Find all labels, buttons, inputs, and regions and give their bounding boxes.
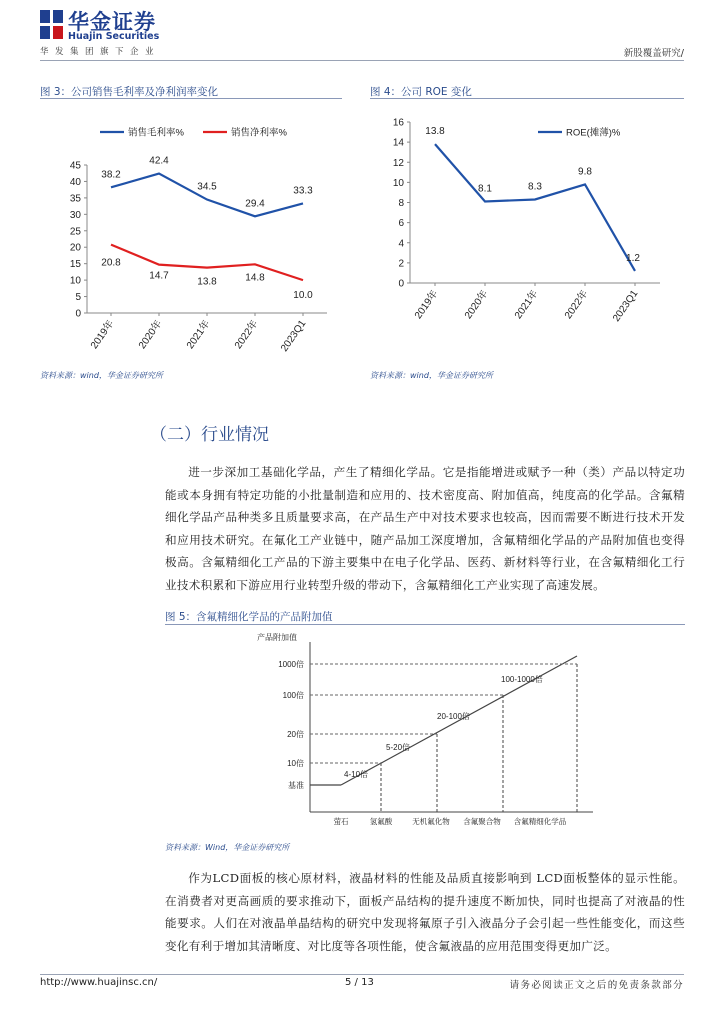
legend-label: 销售毛利率% [128, 127, 184, 139]
data-label: 34.5 [197, 181, 217, 193]
x-tick-label: 2020年 [462, 288, 491, 322]
y-tick-label: 10 [392, 177, 404, 189]
data-label: 1.2 [626, 252, 640, 264]
data-label: 13.8 [425, 126, 445, 138]
y-tick-label: 40 [69, 176, 81, 188]
fig4-rule [370, 98, 684, 99]
y-tick-label: 0 [75, 308, 81, 320]
header-rule [40, 60, 684, 61]
x-tick-label: 2019年 [412, 288, 441, 322]
fig5-ylabel: 产品附加值 [257, 633, 297, 642]
fig4-source: 资料来源：wind，华金证券研究所 [370, 371, 493, 380]
x-tick-label: 2022年 [562, 288, 591, 322]
y-tick-label: 25 [69, 226, 81, 238]
data-label: 33.3 [293, 185, 313, 197]
para-lcd [165, 867, 685, 957]
fig3-source: 资料来源：wind，华金证券研究所 [40, 371, 163, 380]
data-label: 42.4 [149, 155, 169, 167]
x-tick-label: 2020年 [136, 318, 165, 352]
footer-disclaimer: 请务必阅读正文之后的免责条款部分 [509, 980, 684, 991]
x-tick-label: 2019年 [88, 318, 117, 352]
logo-en: Huajin Securities [68, 31, 160, 42]
y-tick-label: 15 [69, 259, 81, 271]
footer-rule [40, 974, 684, 975]
y-tick-label: 30 [69, 209, 81, 221]
fig5-step-label: 100-1000倍 [501, 675, 543, 684]
data-label: 8.1 [478, 183, 492, 195]
fig5-y-level: 20倍 [287, 730, 304, 739]
y-tick-label: 4 [398, 238, 404, 250]
huajin-logo-icon [40, 10, 64, 40]
fig4-title: 图 4：公司 ROE 变化 [370, 86, 472, 98]
data-label: 14.8 [245, 272, 265, 284]
fig5-step-label: 4-10倍 [344, 770, 369, 779]
y-tick-label: 0 [398, 278, 404, 290]
fig4-chart [370, 110, 684, 368]
y-tick-label: 2 [398, 258, 404, 270]
fig3-title: 图 3：公司销售毛利率及净利润率变化 [40, 86, 219, 98]
data-label: 20.8 [101, 257, 121, 269]
fig5-x-category: 含氟聚合物 [463, 817, 501, 826]
fig5-y-level: 100倍 [282, 691, 304, 700]
fig5-y-level: 1000倍 [278, 660, 304, 669]
fig5-x-category: 含氟精细化学品 [513, 817, 567, 826]
section-label: 新股覆盖研究/ [623, 48, 684, 59]
fig5-step-label: 20-100倍 [437, 712, 470, 721]
x-tick-label: 2022年 [232, 318, 261, 352]
data-label: 8.3 [528, 181, 542, 193]
fig5-y-level: 10倍 [287, 759, 304, 768]
data-label: 14.7 [149, 270, 169, 282]
para-fine-chemicals [165, 461, 685, 596]
y-tick-label: 12 [392, 157, 404, 169]
series-line-0 [435, 144, 635, 271]
data-label: 10.0 [293, 290, 313, 302]
legend-label: 销售净利率% [231, 127, 287, 139]
y-tick-label: 45 [69, 160, 81, 172]
data-label: 38.2 [101, 169, 121, 181]
y-tick-label: 5 [75, 292, 81, 304]
para1-text: 进一步深加工基础化学品，产生了精细化学品。它是指能增进或赋予一种（类）产品以特定功能或本身拥有特定功能的小批量制造和应用的、技术密度高、附加值高，纯度高的化学品。含氟精细化学品产品种类多且质量要求高，在产品生产中对技术要求也较高，因而需要不断进行技术开发和应用技术研究。在氟化工产业链中，随产品加工深度增加，含氟精细化学品的产品附加值也变得极高。含氟精细化工产品的下游主要集中在电子化学品、医药、新材料等行业，在含氟精细化工行业技术积累和下游应用行业转型升级的带动下，含氟精细化工产业实现了高速发展。 [165, 465, 685, 592]
y-tick-label: 8 [398, 198, 404, 209]
y-tick-label: 10 [69, 275, 81, 287]
x-tick-label: 2021年 [184, 318, 213, 352]
section-heading: （二）行业情况 [150, 425, 269, 445]
x-tick-label: 2023Q1 [279, 318, 309, 354]
header [40, 8, 684, 60]
x-tick-label: 2023Q1 [611, 288, 641, 324]
fig5-x-category: 氢氟酸 [369, 817, 393, 826]
legend-label: ROE(摊薄)% [566, 127, 621, 139]
fig5-x-category: 萤石 [333, 817, 349, 826]
fig3-rule [40, 98, 342, 99]
series-line-0 [111, 174, 303, 217]
fig5-step-label: 5-20倍 [386, 743, 411, 752]
data-label: 29.4 [245, 198, 265, 210]
page-number: 5 / 13 [345, 977, 374, 988]
slogan: 华发集团旗下企业 [40, 47, 161, 57]
fig3-chart [40, 110, 345, 368]
fig5-diagram [255, 628, 600, 833]
data-label: 9.8 [578, 166, 592, 178]
fig5-x-category: 无机氟化物 [412, 817, 450, 826]
data-label: 13.8 [197, 276, 217, 288]
fig5-y-level: 基准 [288, 781, 304, 790]
y-tick-label: 14 [392, 137, 404, 149]
fig5-title: 图 5：含氟精细化学品的产品附加值 [165, 611, 333, 623]
y-tick-label: 35 [69, 193, 81, 205]
footer-url[interactable]: http://www.huajinsc.cn/ [40, 977, 158, 988]
fig5-source: 资料来源：Wind，华金证券研究所 [165, 843, 290, 852]
logo-cn: 华金证券 [68, 10, 156, 34]
fig5-rule [165, 624, 685, 625]
y-tick-label: 6 [398, 218, 404, 230]
y-tick-label: 16 [392, 117, 404, 129]
y-tick-label: 20 [69, 242, 81, 254]
para2-text: 作为LCD面板的核心原材料，液晶材料的性能及品质直接影响到 LCD面板整体的显示性能。在消费者对更高画质的要求推动下，面板产品结构的提升速度不断加快，同时也提高了对液晶的性能要求。人们在对液晶单晶结构的研究中发现将氟原子引入液晶分子会引起一些性能变化，而这些变化有利于增加其清晰度、对比度等各项性能，使含氟液晶的应用范围变得更加广泛。 [165, 871, 685, 953]
x-tick-label: 2021年 [512, 288, 541, 322]
